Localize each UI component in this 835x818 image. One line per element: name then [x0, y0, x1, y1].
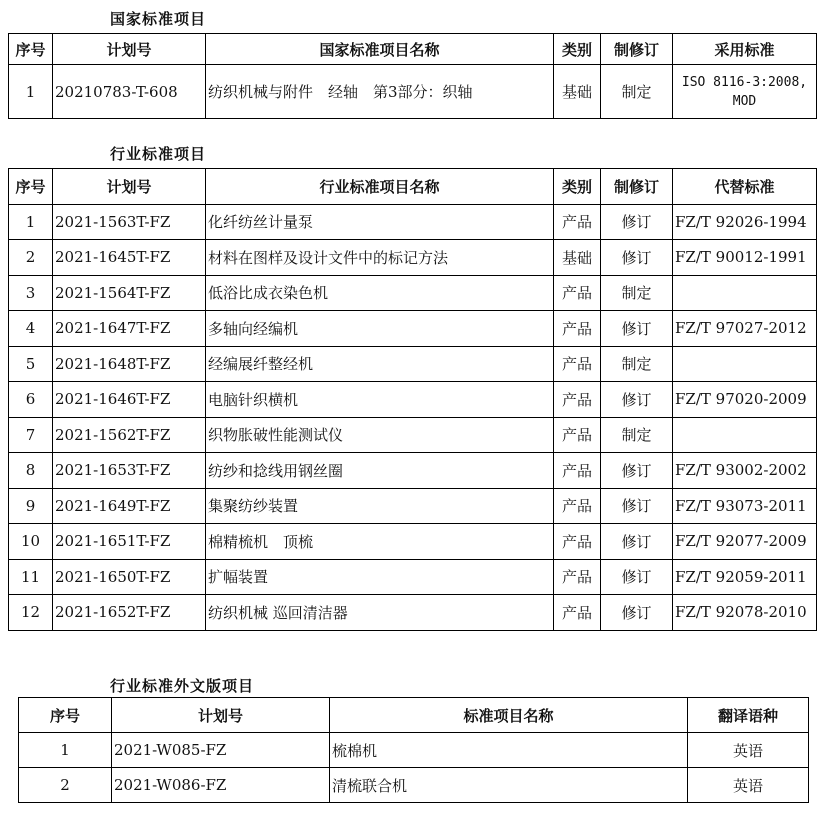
cell-category: 产品: [554, 346, 601, 382]
table-row: [9, 417, 817, 453]
col-header-index: 序号: [9, 169, 53, 205]
table-row: [9, 275, 817, 311]
cell-revision: 修订: [601, 382, 673, 418]
cell-adopted-standard: ISO 8116-3:2008, MOD: [673, 65, 817, 119]
cell-plan-no: 2021-1563T-FZ: [53, 204, 206, 240]
national-section-title: 国家标准项目: [110, 10, 207, 28]
cell-index: 10: [9, 524, 53, 560]
cell-index: 9: [9, 488, 53, 524]
col-header-plan-no: 计划号: [53, 34, 206, 65]
national-standards-table: [8, 33, 817, 119]
cell-revision: 修订: [601, 204, 673, 240]
table-row: [9, 488, 817, 524]
cell-plan-no: 20210783-T-608: [53, 65, 206, 119]
cell-index: 6: [9, 382, 53, 418]
cell-plan-no: 2021-W086-FZ: [112, 768, 330, 803]
cell-project-name: 棉精梳机 顶梳: [206, 524, 554, 560]
cell-replaced-standard: FZ/T 92026-1994: [673, 204, 817, 240]
table-header-row: [9, 34, 817, 65]
cell-category: 产品: [554, 204, 601, 240]
cell-index: 4: [9, 311, 53, 347]
table-row: [19, 768, 809, 803]
table-row: [9, 382, 817, 418]
col-header-category: 类别: [554, 169, 601, 205]
col-header-plan-no: 计划号: [112, 698, 330, 733]
cell-index: 3: [9, 275, 53, 311]
cell-index: 2: [9, 240, 53, 276]
cell-index: 11: [9, 559, 53, 595]
cell-revision: 修订: [601, 524, 673, 560]
table-row: [19, 733, 809, 768]
cell-project-name: 化纤纺丝计量泵: [206, 204, 554, 240]
cell-replaced-standard: [673, 346, 817, 382]
col-header-replaced-standard: 代替标准: [673, 169, 817, 205]
cell-category: 产品: [554, 453, 601, 489]
cell-revision: 制定: [601, 346, 673, 382]
col-header-plan-no: 计划号: [53, 169, 206, 205]
cell-project-name: 纺织机械 巡回清洁器: [206, 595, 554, 631]
cell-category: 产品: [554, 488, 601, 524]
cell-category: 产品: [554, 524, 601, 560]
cell-category: 产品: [554, 559, 601, 595]
cell-replaced-standard: FZ/T 90012-1991: [673, 240, 817, 276]
cell-revision: 修订: [601, 311, 673, 347]
cell-project-name: 集聚纺纱装置: [206, 488, 554, 524]
cell-plan-no: 2021-1645T-FZ: [53, 240, 206, 276]
col-header-revision: 制修订: [601, 169, 673, 205]
cell-index: 1: [9, 204, 53, 240]
cell-category: 产品: [554, 311, 601, 347]
table-row: [9, 346, 817, 382]
table-row: [9, 595, 817, 631]
cell-category: 基础: [554, 240, 601, 276]
cell-plan-no: 2021-1650T-FZ: [53, 559, 206, 595]
cell-project-name: 材料在图样及设计文件中的标记方法: [206, 240, 554, 276]
cell-plan-no: 2021-1562T-FZ: [53, 417, 206, 453]
cell-revision: 制定: [601, 65, 673, 119]
cell-replaced-standard: FZ/T 97027-2012: [673, 311, 817, 347]
cell-project-name: 梳棉机: [330, 733, 688, 768]
industry-section-title: 行业标准项目: [110, 145, 207, 163]
table-header-row: [19, 698, 809, 733]
cell-replaced-standard: FZ/T 93002-2002: [673, 453, 817, 489]
cell-replaced-standard: FZ/T 92078-2010: [673, 595, 817, 631]
cell-revision: 修订: [601, 240, 673, 276]
cell-index: 1: [9, 65, 53, 119]
cell-replaced-standard: FZ/T 92077-2009: [673, 524, 817, 560]
cell-plan-no: 2021-1651T-FZ: [53, 524, 206, 560]
cell-category: 产品: [554, 417, 601, 453]
cell-index: 1: [19, 733, 112, 768]
cell-category: 产品: [554, 382, 601, 418]
cell-replaced-standard: [673, 275, 817, 311]
table-row: [9, 311, 817, 347]
cell-language: 英语: [688, 768, 809, 803]
cell-plan-no: 2021-1648T-FZ: [53, 346, 206, 382]
cell-project-name: 多轴向经编机: [206, 311, 554, 347]
cell-revision: 修订: [601, 488, 673, 524]
col-header-project-name: 国家标准项目名称: [206, 34, 554, 65]
cell-project-name: 低浴比成衣染色机: [206, 275, 554, 311]
table-row: [9, 240, 817, 276]
col-header-project-name: 行业标准项目名称: [206, 169, 554, 205]
foreign-version-table: [18, 697, 809, 803]
cell-project-name: 电脑针织横机: [206, 382, 554, 418]
cell-project-name: 扩幅装置: [206, 559, 554, 595]
cell-replaced-standard: [673, 417, 817, 453]
cell-category: 产品: [554, 275, 601, 311]
table-row: [9, 204, 817, 240]
cell-category: 产品: [554, 595, 601, 631]
cell-replaced-standard: FZ/T 92059-2011: [673, 559, 817, 595]
cell-revision: 修订: [601, 595, 673, 631]
cell-plan-no: 2021-W085-FZ: [112, 733, 330, 768]
table-row: [9, 65, 817, 119]
cell-revision: 修订: [601, 559, 673, 595]
cell-index: 7: [9, 417, 53, 453]
cell-plan-no: 2021-1646T-FZ: [53, 382, 206, 418]
col-header-category: 类别: [554, 34, 601, 65]
cell-plan-no: 2021-1652T-FZ: [53, 595, 206, 631]
table-row: [9, 524, 817, 560]
col-header-project-name: 标准项目名称: [330, 698, 688, 733]
cell-project-name: 纺织机械与附件 经轴 第3部分：织轴: [206, 65, 554, 119]
cell-index: 12: [9, 595, 53, 631]
cell-project-name: 经编展纤整经机: [206, 346, 554, 382]
cell-project-name: 清梳联合机: [330, 768, 688, 803]
cell-plan-no: 2021-1564T-FZ: [53, 275, 206, 311]
cell-replaced-standard: FZ/T 97020-2009: [673, 382, 817, 418]
col-header-adopted-standard: 采用标准: [673, 34, 817, 65]
cell-plan-no: 2021-1649T-FZ: [53, 488, 206, 524]
cell-project-name: 织物胀破性能测试仪: [206, 417, 554, 453]
cell-revision: 修订: [601, 453, 673, 489]
cell-revision: 制定: [601, 417, 673, 453]
cell-index: 5: [9, 346, 53, 382]
cell-revision: 制定: [601, 275, 673, 311]
col-header-index: 序号: [19, 698, 112, 733]
cell-plan-no: 2021-1653T-FZ: [53, 453, 206, 489]
table-row: [9, 453, 817, 489]
col-header-revision: 制修订: [601, 34, 673, 65]
industry-standards-table: [8, 168, 817, 631]
col-header-language: 翻译语种: [688, 698, 809, 733]
cell-category: 基础: [554, 65, 601, 119]
cell-language: 英语: [688, 733, 809, 768]
cell-index: 2: [19, 768, 112, 803]
table-row: [9, 559, 817, 595]
foreign-section-title: 行业标准外文版项目: [110, 677, 255, 695]
cell-index: 8: [9, 453, 53, 489]
col-header-index: 序号: [9, 34, 53, 65]
cell-plan-no: 2021-1647T-FZ: [53, 311, 206, 347]
cell-project-name: 纺纱和捻线用钢丝圈: [206, 453, 554, 489]
table-header-row: [9, 169, 817, 205]
cell-replaced-standard: FZ/T 93073-2011: [673, 488, 817, 524]
